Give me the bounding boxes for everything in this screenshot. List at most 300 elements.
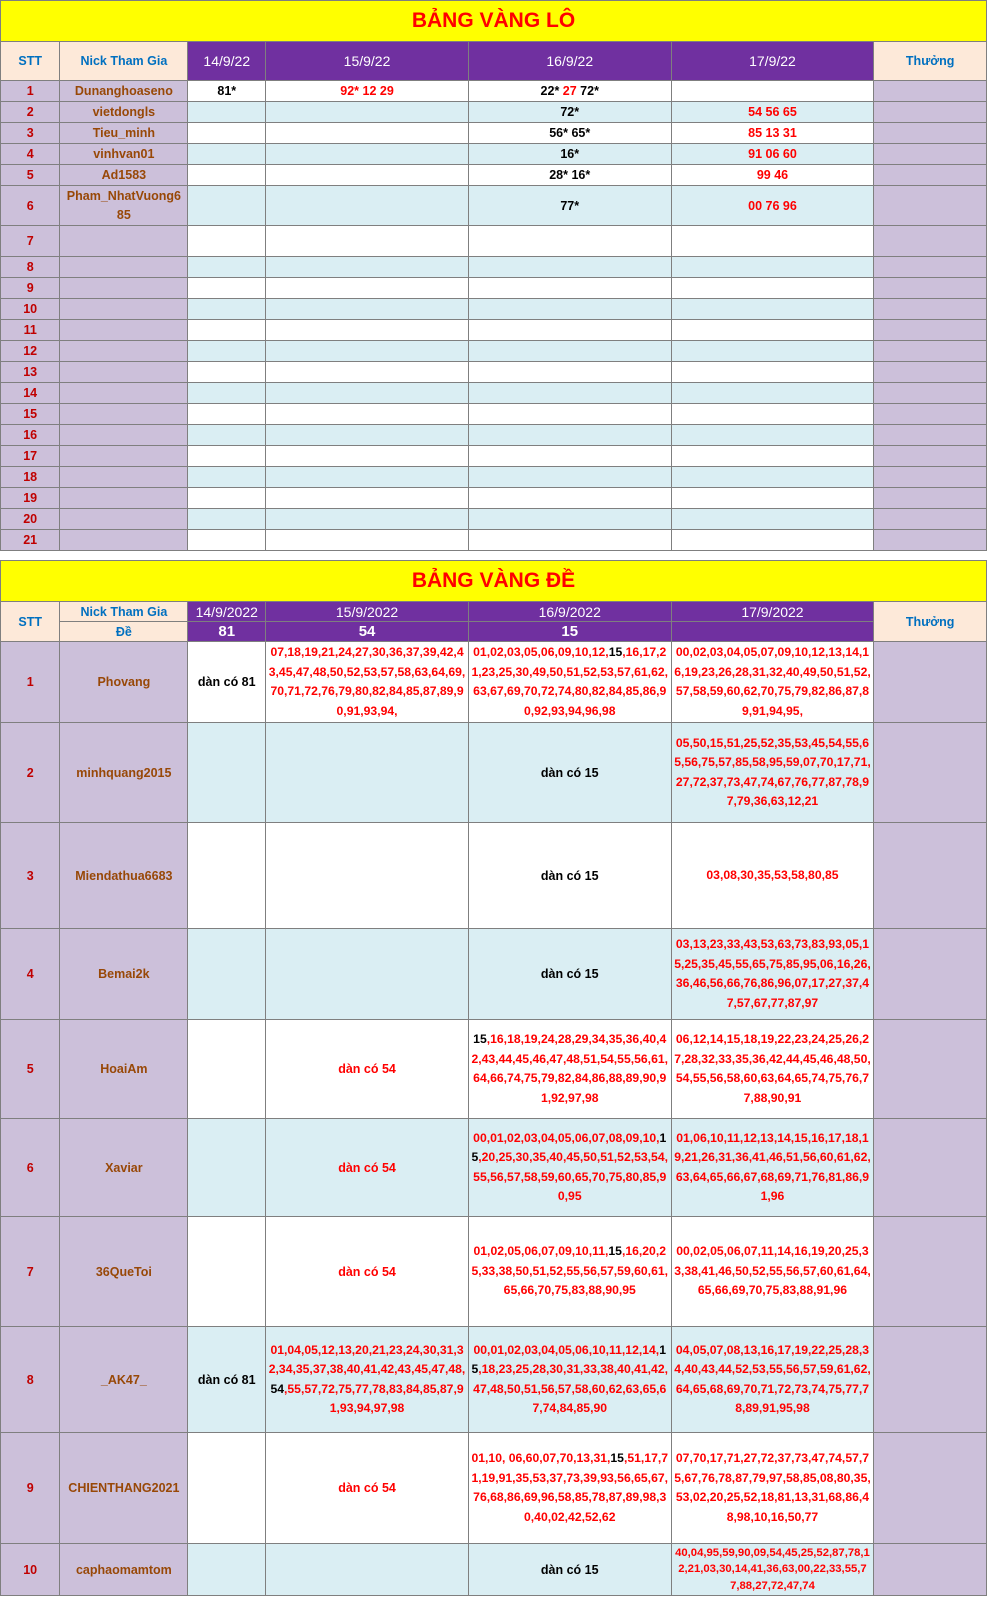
lo-pick-day-4 (671, 257, 874, 278)
de-pick-day-1 (188, 823, 266, 929)
lo-table-row (1, 446, 987, 467)
de-pick-day-2 (266, 1327, 469, 1433)
de-table-row (1, 823, 987, 929)
lo-pick-day-2 (266, 278, 469, 299)
de-hit-number: 15 (610, 1451, 624, 1465)
de-pick-day-3 (468, 1217, 671, 1327)
nick-name (60, 488, 188, 509)
de-pick-day-2 (266, 929, 469, 1020)
lo-table-row (1, 362, 987, 383)
row-number: 3 (1, 123, 60, 144)
lo-pick-day-2 (266, 404, 469, 425)
lo-pick-day-4 (671, 278, 874, 299)
date-header-1: 14/9/22 (188, 42, 266, 81)
lo-table-row (1, 81, 987, 102)
row-number: 8 (1, 1327, 60, 1433)
reward-cell (874, 509, 987, 530)
nick-name: vietdongls (60, 102, 188, 123)
de-hit-number: 15 (608, 645, 623, 659)
de-hit-number: 15 (608, 1244, 622, 1259)
stt-header: STT (1, 42, 60, 81)
reward-cell (874, 81, 987, 102)
reward-cell (874, 186, 987, 226)
lo-pick-day-2 (266, 102, 469, 123)
row-number: 5 (1, 1020, 60, 1119)
de-result-row (1, 622, 987, 642)
lo-pick-day-3 (468, 102, 671, 123)
lo-pick-day-2 (266, 257, 469, 278)
lo-pick-day-3 (468, 509, 671, 530)
lo-pick-day-4 (671, 320, 874, 341)
nick-header: Nick Tham Gia (60, 602, 188, 622)
nick-name (60, 320, 188, 341)
lo-title-banner: BẢNG VÀNG LÔ (0, 0, 987, 42)
de-table (0, 601, 987, 1596)
reward-cell (874, 642, 987, 723)
nick-name (60, 257, 188, 278)
lo-pick-day-4 (671, 425, 874, 446)
de-number-list: 01,02,03,05,06,09,10,12, (473, 645, 609, 659)
reward-cell (874, 823, 987, 929)
nick-name: Bemai2k (60, 929, 188, 1020)
row-number: 9 (1, 278, 60, 299)
lo-pick-day-2 (266, 144, 469, 165)
lo-table-row (1, 144, 987, 165)
row-number: 6 (1, 1119, 60, 1217)
lo-pick-day-3 (468, 299, 671, 320)
nick-name: Tieu_minh (60, 123, 188, 144)
de-pick-day-2: dàn có 54 (266, 1020, 469, 1119)
nick-name: HoaiAm (60, 1020, 188, 1119)
de-pick-day-3 (468, 1020, 671, 1119)
lo-pick-day-1 (188, 362, 266, 383)
reward-cell (874, 362, 987, 383)
row-number: 20 (1, 509, 60, 530)
date-header-4: 17/9/22 (671, 42, 874, 81)
reward-cell (874, 144, 987, 165)
lo-pick-day-4: 91 06 60 (671, 144, 874, 165)
lo-pick-day-1 (188, 102, 266, 123)
reward-cell (874, 1217, 987, 1327)
lo-table-row (1, 530, 987, 551)
de-table-row (1, 642, 987, 723)
lo-pick-day-1: 81* (188, 81, 266, 102)
lo-pick-day-2 (266, 362, 469, 383)
lo-pick-day-2 (266, 186, 469, 226)
de-pick-day-4: 03,08,30,35,53,58,80,85 (671, 823, 874, 929)
lo-pick-day-1 (188, 509, 266, 530)
de-number-list: 01,10, 06,60,07,70,13,31, (471, 1451, 611, 1465)
de-table-row (1, 1327, 987, 1433)
de-pick-day-4: 40,04,95,59,90,09,54,45,25,52,87,78,12,21,03,30,14,41,36,63,00,22,33,55,77,88,27,72,47,74 (671, 1544, 874, 1596)
row-number: 15 (1, 404, 60, 425)
lo-pick-day-4 (671, 467, 874, 488)
de-number-list: 00,01,02,03,04,05,06,10,11,12,14, (473, 1342, 660, 1357)
lo-pick-day-3 (468, 226, 671, 257)
reward-cell (874, 102, 987, 123)
lo-pick-day-2 (266, 299, 469, 320)
de-pick-day-3: dàn có 15 (468, 929, 671, 1020)
lo-pick-day-4 (671, 299, 874, 320)
lo-pick-part: 22* (540, 84, 563, 98)
de-number-list: ,16,20,25,33,38,50,51,52,55,56,57,59,60,61,65,66,70,75,83,88,90,95 (471, 1244, 669, 1298)
row-number: 4 (1, 144, 60, 165)
lo-pick-day-4 (671, 446, 874, 467)
nick-name: minhquang2015 (60, 723, 188, 823)
de-pick-day-4: 01,06,10,11,12,13,14,15,16,17,18,19,21,26,31,36,41,46,51,56,60,61,62,63,64,65,66,67,68,69,71,76,81,86,91,96 (671, 1119, 874, 1217)
row-number: 5 (1, 165, 60, 186)
reward-cell (874, 341, 987, 362)
date-header-1: 14/9/2022 (188, 602, 266, 622)
de-pick-day-2: 07,18,19,21,24,27,30,36,37,39,42,43,45,47,48,50,52,53,57,58,63,64,69,70,71,72,76,79,80,82,84,85,87,89,90,91,93,94, (266, 642, 469, 723)
de-pick-day-4: 03,13,23,33,43,53,63,73,83,93,05,15,25,35,45,55,65,75,85,95,06,16,26,36,46,56,66,76,86,96,07,17,27,37,47,57,67,77,87,97 (671, 929, 874, 1020)
de-number-list: ,55,57,72,75,77,78,83,84,85,87,91,93,94,97,98 (284, 1381, 464, 1415)
row-number: 21 (1, 530, 60, 551)
lo-pick-day-4 (671, 530, 874, 551)
lo-pick-day-2 (266, 123, 469, 144)
nick-name: Xaviar (60, 1119, 188, 1217)
nick-name: 36QueToi (60, 1217, 188, 1327)
date-header-3: 16/9/2022 (468, 602, 671, 622)
de-pick-day-4: 07,70,17,71,27,72,37,73,47,74,57,75,67,76,78,87,79,97,58,85,08,80,35,53,02,20,25,52,18,81,13,31,68,86,48,98,10,16,50,77 (671, 1433, 874, 1544)
lo-pick-day-3 (468, 467, 671, 488)
lo-pick-day-3 (468, 81, 671, 102)
lo-pick-part-miss: 27 (562, 84, 577, 98)
nick-name (60, 530, 188, 551)
lo-pick-day-3 (468, 362, 671, 383)
lo-table-row (1, 299, 987, 320)
nick-name (60, 404, 188, 425)
nick-name (60, 299, 188, 320)
lo-pick-day-3 (468, 425, 671, 446)
lo-pick-day-2 (266, 509, 469, 530)
lo-pick-day-1 (188, 425, 266, 446)
nick-header: Nick Tham Gia (60, 42, 188, 81)
lo-pick-day-1 (188, 341, 266, 362)
lo-pick-day-4 (671, 404, 874, 425)
lo-table-row (1, 102, 987, 123)
lo-pick-day-1 (188, 488, 266, 509)
reward-cell (874, 1020, 987, 1119)
de-number-list: ,20,25,30,35,40,45,50,51,52,53,54,55,56,57,58,59,60,65,70,75,80,85,90,95 (473, 1150, 669, 1203)
date-header-2: 15/9/22 (266, 42, 469, 81)
lo-pick-day-3 (468, 278, 671, 299)
row-number: 10 (1, 299, 60, 320)
lo-pick-day-4 (671, 362, 874, 383)
reward-cell (874, 226, 987, 257)
lo-table-row (1, 488, 987, 509)
row-number: 10 (1, 1544, 60, 1596)
de-header-row (1, 602, 987, 622)
row-number: 6 (1, 186, 60, 226)
row-number: 19 (1, 488, 60, 509)
lo-pick-day-2 (266, 425, 469, 446)
row-number: 11 (1, 320, 60, 341)
lo-table-row (1, 341, 987, 362)
nick-name: _AK47_ (60, 1327, 188, 1433)
nick-name: Phovang (60, 642, 188, 723)
lo-pick-day-1 (188, 467, 266, 488)
nick-name: Pham_NhatVuong685 (60, 186, 188, 226)
de-pick-day-2: dàn có 54 (266, 1119, 469, 1217)
de-pick-day-2: dàn có 54 (266, 1217, 469, 1327)
lo-pick-day-1 (188, 257, 266, 278)
lo-pick-day-3 (468, 144, 671, 165)
lo-pick-day-2 (266, 488, 469, 509)
reward-cell (874, 1544, 987, 1596)
de-hit-number: 54 (270, 1381, 285, 1396)
de-pick-day-1 (188, 929, 266, 1020)
lo-pick-day-1 (188, 226, 266, 257)
de-pick-day-2 (266, 823, 469, 929)
de-table-row (1, 1433, 987, 1544)
nick-name (60, 341, 188, 362)
lo-table-row (1, 165, 987, 186)
reward-cell (874, 383, 987, 404)
result-2: 54 (266, 622, 469, 642)
row-number: 18 (1, 467, 60, 488)
de-table-row (1, 929, 987, 1020)
nick-name (60, 446, 188, 467)
lo-pick-day-3 (468, 341, 671, 362)
nick-name: CHIENTHANG2021 (60, 1433, 188, 1544)
reward-cell (874, 1327, 987, 1433)
row-number: 2 (1, 102, 60, 123)
lo-pick-day-2 (266, 320, 469, 341)
lo-table-row (1, 226, 987, 257)
nick-name (60, 278, 188, 299)
lo-pick-day-1 (188, 144, 266, 165)
reward-header: Thưởng (874, 602, 987, 642)
nick-name: vinhvan01 (60, 144, 188, 165)
de-number-list: ,18,23,25,28,30,31,33,38,40,41,42,47,48,50,51,56,57,58,60,62,63,65,67,74,84,85,90 (473, 1362, 669, 1415)
lo-pick-day-4 (671, 81, 874, 102)
lo-table-row (1, 278, 987, 299)
de-pick-day-1 (188, 1020, 266, 1119)
de-pick-day-4: 00,02,05,06,07,11,14,16,19,20,25,33,38,41,46,50,52,55,56,57,60,61,64,65,66,69,70,75,83,88,91,96 (671, 1217, 874, 1327)
lo-pick-day-1 (188, 404, 266, 425)
de-table-row (1, 1020, 987, 1119)
lo-pick-part: 56* 65* (549, 126, 591, 140)
nick-name: Dunanghoaseno (60, 81, 188, 102)
reward-cell (874, 257, 987, 278)
row-number: 12 (1, 341, 60, 362)
de-pick-day-1 (188, 1119, 266, 1217)
nick-name: Ad1583 (60, 165, 188, 186)
nick-name (60, 226, 188, 257)
lo-pick-day-1 (188, 446, 266, 467)
row-number: 13 (1, 362, 60, 383)
lo-table-row (1, 509, 987, 530)
row-number: 1 (1, 642, 60, 723)
row-number: 9 (1, 1433, 60, 1544)
lo-pick-day-3 (468, 446, 671, 467)
lo-pick-day-3 (468, 404, 671, 425)
lo-pick-part: 28* 16* (549, 168, 591, 182)
lo-table-row (1, 425, 987, 446)
lo-table-row (1, 186, 987, 226)
reward-cell (874, 530, 987, 551)
row-number: 7 (1, 1217, 60, 1327)
row-number: 14 (1, 383, 60, 404)
result-1: 81 (188, 622, 266, 642)
lo-pick-day-1 (188, 299, 266, 320)
lo-pick-day-3 (468, 123, 671, 144)
lo-pick-day-4: 00 76 96 (671, 186, 874, 226)
reward-cell (874, 425, 987, 446)
reward-cell (874, 320, 987, 341)
lo-table-row (1, 123, 987, 144)
row-number: 1 (1, 81, 60, 102)
de-pick-day-4: 00,02,03,04,05,07,09,10,12,13,14,16,19,23,26,28,31,32,40,49,50,51,52,57,58,59,60,62,70,75,79,82,86,87,89,91,94,95, (671, 642, 874, 723)
row-number: 7 (1, 226, 60, 257)
row-number: 17 (1, 446, 60, 467)
nick-name: caphaomamtom (60, 1544, 188, 1596)
lo-pick-part: 72* (560, 105, 580, 119)
lo-pick-day-1 (188, 530, 266, 551)
reward-cell (874, 467, 987, 488)
de-number-list: 01,02,05,06,07,09,10,11, (473, 1244, 609, 1259)
de-number-list: 00,01,02,03,04,05,06,07,08,09,10, (473, 1130, 660, 1145)
de-label: Đề (60, 622, 188, 642)
de-pick-day-4: 04,05,07,08,13,16,17,19,22,25,28,34,40,43,44,52,53,55,56,57,59,61,62,64,65,68,69,70,71,72,73,74,75,77,78,89,91,95,98 (671, 1327, 874, 1433)
de-pick-day-4: 06,12,14,15,18,19,22,23,24,25,26,27,28,32,33,35,36,42,44,45,46,48,50,54,55,56,58,60,63,64,65,74,75,76,77,88,90,91 (671, 1020, 874, 1119)
de-pick-day-3: dàn có 15 (468, 823, 671, 929)
lo-pick-day-2 (266, 446, 469, 467)
lo-pick-day-2 (266, 341, 469, 362)
de-hit-number: 15 (471, 1342, 666, 1376)
reward-cell (874, 278, 987, 299)
de-number-list: ,51,17,71,19,91,35,53,37,73,39,93,56,65,67,76,68,86,69,96,58,85,78,87,89,98,30,40,02,42,52,62 (471, 1451, 669, 1524)
row-number: 4 (1, 929, 60, 1020)
de-pick-day-1 (188, 1433, 266, 1544)
lo-pick-day-2 (266, 530, 469, 551)
lo-pick-day-4: 85 13 31 (671, 123, 874, 144)
reward-cell (874, 1119, 987, 1217)
date-header-2: 15/9/2022 (266, 602, 469, 622)
lo-pick-day-3 (468, 186, 671, 226)
de-table-row (1, 723, 987, 823)
de-number-list: 01,04,05,12,13,20,21,23,24,30,31,32,34,35,37,38,40,41,42,43,45,47,48, (268, 1342, 466, 1376)
row-number: 3 (1, 823, 60, 929)
reward-cell (874, 404, 987, 425)
de-pick-day-2: dàn có 54 (266, 1433, 469, 1544)
lo-pick-day-1 (188, 320, 266, 341)
de-pick-day-3: dàn có 15 (468, 1544, 671, 1596)
reward-cell (874, 299, 987, 320)
lo-pick-day-2 (266, 226, 469, 257)
de-pick-day-1: dàn có 81 (188, 642, 266, 723)
lo-pick-day-4 (671, 488, 874, 509)
de-pick-day-2 (266, 723, 469, 823)
reward-cell (874, 446, 987, 467)
lo-pick-day-1 (188, 186, 266, 226)
date-header-4: 17/9/2022 (671, 602, 874, 622)
reward-cell (874, 1433, 987, 1544)
de-pick-day-3 (468, 1327, 671, 1433)
de-pick-day-3: dàn có 15 (468, 723, 671, 823)
lo-table-row (1, 320, 987, 341)
de-table-row (1, 1119, 987, 1217)
de-pick-day-4: 05,50,15,51,25,52,35,53,45,54,55,65,56,75,57,85,58,95,59,07,70,17,71,27,72,37,73,47,74,67,76,77,87,78,97,79,36,63,12,21 (671, 723, 874, 823)
row-number: 16 (1, 425, 60, 446)
de-pick-day-3 (468, 1119, 671, 1217)
lo-table-row (1, 467, 987, 488)
nick-name: Miendathua6683 (60, 823, 188, 929)
lo-pick-day-4: 99 46 (671, 165, 874, 186)
de-hit-number: 15 (473, 1032, 487, 1046)
de-table-row (1, 1544, 987, 1596)
lo-pick-day-3 (468, 530, 671, 551)
lo-pick-part: 16* (560, 147, 580, 161)
lo-table (0, 41, 987, 551)
nick-name (60, 425, 188, 446)
lo-pick-day-3 (468, 383, 671, 404)
lo-table-row (1, 404, 987, 425)
reward-cell (874, 488, 987, 509)
reward-cell (874, 123, 987, 144)
result-3: 15 (468, 622, 671, 642)
de-table-row (1, 1217, 987, 1327)
lo-pick-day-4 (671, 383, 874, 404)
de-pick-day-1 (188, 1544, 266, 1596)
lo-pick-day-3 (468, 165, 671, 186)
de-pick-day-2 (266, 1544, 469, 1596)
reward-cell (874, 929, 987, 1020)
lo-pick-day-1 (188, 278, 266, 299)
de-pick-day-3 (468, 1433, 671, 1544)
lo-pick-day-1 (188, 383, 266, 404)
stt-header: STT (1, 602, 60, 642)
lo-pick-day-4 (671, 341, 874, 362)
lo-header-row (1, 42, 987, 81)
lo-pick-day-3 (468, 320, 671, 341)
row-number: 8 (1, 257, 60, 278)
de-number-list: ,16,18,19,24,28,29,34,35,36,40,42,43,44,45,46,47,48,51,54,55,56,61,64,66,74,75,79,82,84,86,88,89,90,91,92,97,98 (471, 1032, 669, 1105)
row-number: 2 (1, 723, 60, 823)
de-hit-number: 15 (471, 1130, 667, 1164)
de-number-list: ,16,17,21,23,25,30,49,50,51,52,53,57,61,62,63,67,69,70,72,74,80,82,84,85,86,90,92,93,94,96,98 (471, 645, 669, 718)
lo-pick-day-4 (671, 509, 874, 530)
nick-name (60, 362, 188, 383)
nick-name (60, 509, 188, 530)
de-pick-day-1 (188, 1217, 266, 1327)
lo-table-row (1, 257, 987, 278)
de-pick-day-3 (468, 642, 671, 723)
lo-pick-part: 77* (560, 198, 580, 213)
lo-table-row (1, 383, 987, 404)
de-pick-day-1: dàn có 81 (188, 1327, 266, 1433)
nick-name (60, 383, 188, 404)
lo-pick-day-4: 54 56 65 (671, 102, 874, 123)
lo-pick-day-1 (188, 123, 266, 144)
reward-header: Thưởng (874, 42, 987, 81)
lo-pick-day-2 (266, 467, 469, 488)
lo-pick-day-2: 92* 12 29 (266, 81, 469, 102)
nick-name (60, 467, 188, 488)
date-header-3: 16/9/22 (468, 42, 671, 81)
reward-cell (874, 165, 987, 186)
lo-pick-day-2 (266, 165, 469, 186)
lo-pick-day-4 (671, 226, 874, 257)
lo-pick-day-2 (266, 383, 469, 404)
lo-pick-day-3 (468, 257, 671, 278)
reward-cell (874, 723, 987, 823)
result-4 (671, 622, 874, 642)
de-pick-day-1 (188, 723, 266, 823)
lo-pick-day-3 (468, 488, 671, 509)
de-title-banner: BẢNG VÀNG ĐỀ (0, 560, 987, 602)
